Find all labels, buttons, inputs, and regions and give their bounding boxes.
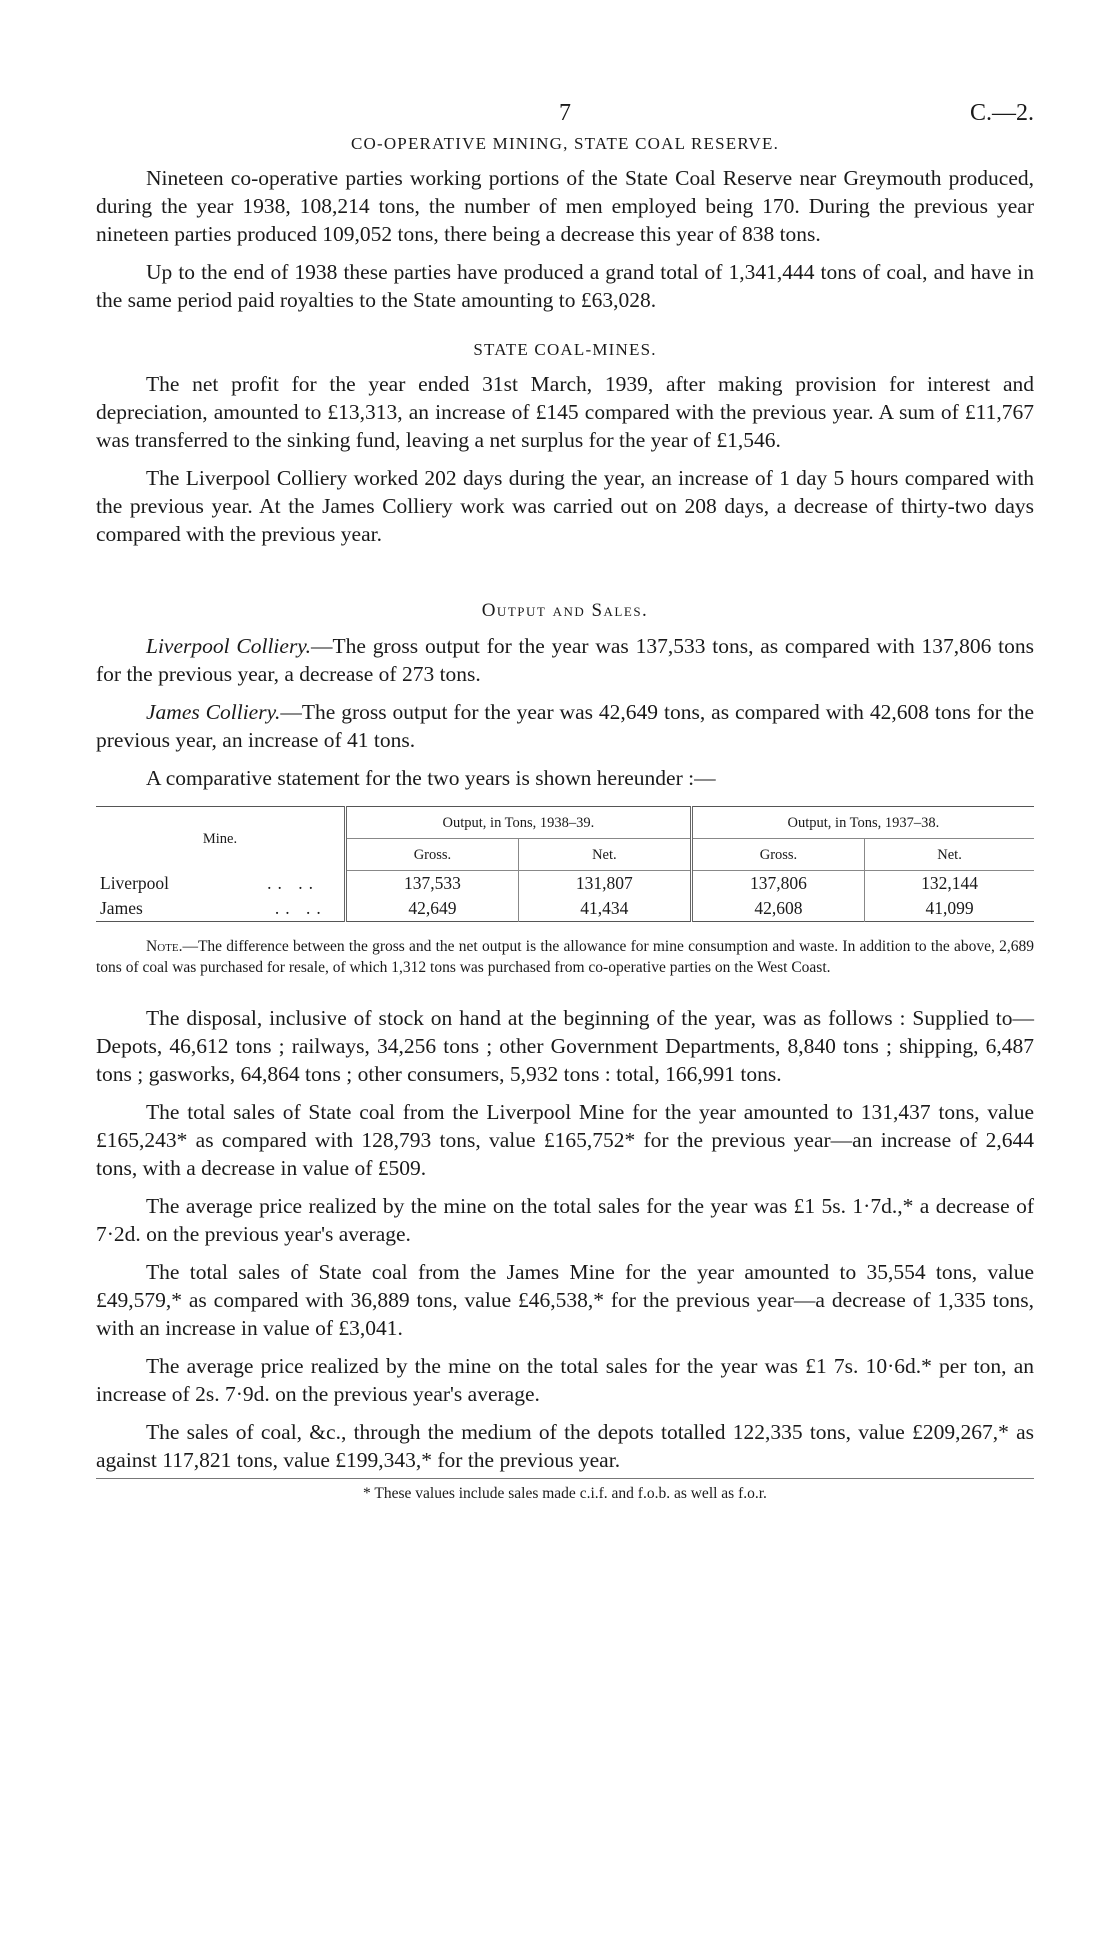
mine-name: James: [100, 898, 143, 918]
column-header-gross-previous: Gross.: [691, 839, 864, 871]
column-header-net-previous: Net.: [865, 839, 1034, 871]
gross-previous-cell: 42,608: [691, 896, 864, 922]
document-reference: C.—2.: [969, 100, 1034, 126]
paragraph: The total sales of State coal from the James Mine for the year amounted to 35,554 tons, value £49,579,* as compared with 36,889 tons, value £46,538,* for the previous year—a decrease of 1,335 tons, with an increase in value of £3,041.: [96, 1260, 1034, 1340]
gross-current-cell: 42,649: [408, 898, 457, 918]
paragraph-james-output: [96, 698, 1034, 754]
paragraph-table-intro: A comparative statement for the two years is shown hereunder :—: [146, 766, 716, 790]
column-group-1938-39: Output, in Tons, 1938–39.: [346, 807, 692, 839]
heading-cooperative-mining: CO-OPERATIVE MINING, STATE COAL RESERVE.: [350, 134, 780, 153]
footnote: * These values include sales made c.i.f. and f.o.b. as well as f.o.r.: [363, 1485, 767, 1502]
table-note: [96, 936, 1034, 978]
heading-state-coal-mines: STATE COAL-MINES.: [473, 340, 657, 359]
james-colliery-label: James Colliery.: [146, 700, 281, 724]
gross-current-cell: 137,533: [404, 873, 461, 893]
gross-previous-cell: 137,806: [691, 871, 864, 897]
paragraph: The sales of coal, &c., through the medium of the depots totalled 122,335 tons, value £209,267,* as against 117,821 tons, value £199,343,* for the previous year.: [96, 1420, 1034, 1472]
net-previous-cell: 41,099: [865, 896, 1034, 922]
mine-name-cell: [96, 896, 346, 922]
dot-leader: .. ..: [274, 898, 327, 918]
output-table: [96, 806, 1034, 922]
paragraph: The Liverpool Colliery worked 202 days during the year, an increase of 1 day 5 hours compared with the previous year. At the James Colliery work was carried out on 208 days, a decrease of thirty-two days compared with the previous year.: [96, 466, 1034, 546]
page-number: 7: [559, 100, 571, 126]
mine-name-cell: [96, 871, 346, 897]
column-header-mine: Mine.: [96, 807, 346, 871]
column-group-1937-38: Output, in Tons, 1937–38.: [691, 807, 1034, 839]
table-row-liverpool: [96, 871, 1034, 897]
note-text: —The difference between the gross and the net output is the allowance for mine consumption and waste. In addition to the above, 2,689 tons of coal was purchased for resale, of which 1,312 tons was purchased from co-operative parties on the West Coast.: [96, 938, 1034, 976]
net-previous-cell: 132,144: [865, 871, 1034, 897]
output-table-wrapper: [96, 806, 1034, 922]
net-current-cell: 41,434: [518, 896, 691, 922]
heading-output-and-sales: Output and Sales.: [481, 600, 649, 621]
paragraph: The total sales of State coal from the Liverpool Mine for the year amounted to 131,437 tons, value £165,243* as compared with 128,793 tons, value £165,752* for the previous year—an increase of 2,644 tons, with a decrease in value of £509.: [96, 1100, 1034, 1180]
net-current-cell: 131,807: [518, 871, 691, 897]
page-header: [96, 100, 1034, 134]
document-page: [96, 100, 1034, 1503]
note-label: Note.: [146, 938, 183, 955]
dot-leader: .. ..: [267, 872, 320, 893]
paragraph: The average price realized by the mine on the total sales for the year was £1 5s. 1·7d.,* a decrease of 7·2d. on the previous year's average.: [96, 1194, 1034, 1246]
footnote-divider: [96, 1478, 1034, 1479]
column-header-gross-current: Gross.: [346, 839, 519, 871]
liverpool-colliery-label: Liverpool Colliery.: [146, 634, 312, 658]
paragraph: Up to the end of 1938 these parties have produced a grand total of 1,341,444 tons of coal, and have in the same period paid royalties to the State amounting to £63,028.: [96, 260, 1034, 312]
paragraph: The disposal, inclusive of stock on hand at the beginning of the year, was as follows : Supplied to—Depots, 46,612 tons ; railways, 34,256 tons ; other Government Departments, 8,840 tons ; shipping, 6,487 tons ; gasworks, 64,864 tons ; other consumers, 5,932 tons : total, 166,991 tons.: [96, 1006, 1034, 1086]
james-output-text: —The gross output for the year was 42,649 tons, as compared with 42,608 tons for the previous year, an increase of 41 tons.: [96, 700, 1034, 752]
paragraph: The net profit for the year ended 31st March, 1939, after making provision for interest and depreciation, amounted to £13,313, an increase of £145 compared with the previous year. A sum of £11,767 was transferred to the sinking fund, leaving a net surplus for the year of £1,546.: [96, 372, 1034, 452]
paragraph-liverpool-output: [96, 632, 1034, 688]
column-header-net-current: Net.: [518, 839, 691, 871]
paragraph: Nineteen co-operative parties working portions of the State Coal Reserve near Greymouth produced, during the year 1938, 108,214 tons, the number of men employed being 170. During the previous year nineteen parties produced 109,052 tons, there being a decrease this year of 838 tons.: [96, 166, 1034, 246]
mine-name: Liverpool: [100, 872, 170, 893]
table-row-james: [96, 896, 1034, 922]
liverpool-output-text: —The gross output for the year was 137,533 tons, as compared with 137,806 tons for the previous year, a decrease of 273 tons.: [96, 634, 1034, 686]
paragraph: The average price realized by the mine on the total sales for the year was £1 7s. 10·6d.* per ton, an increase of 2s. 7·9d. on the previous year's average.: [96, 1354, 1034, 1406]
